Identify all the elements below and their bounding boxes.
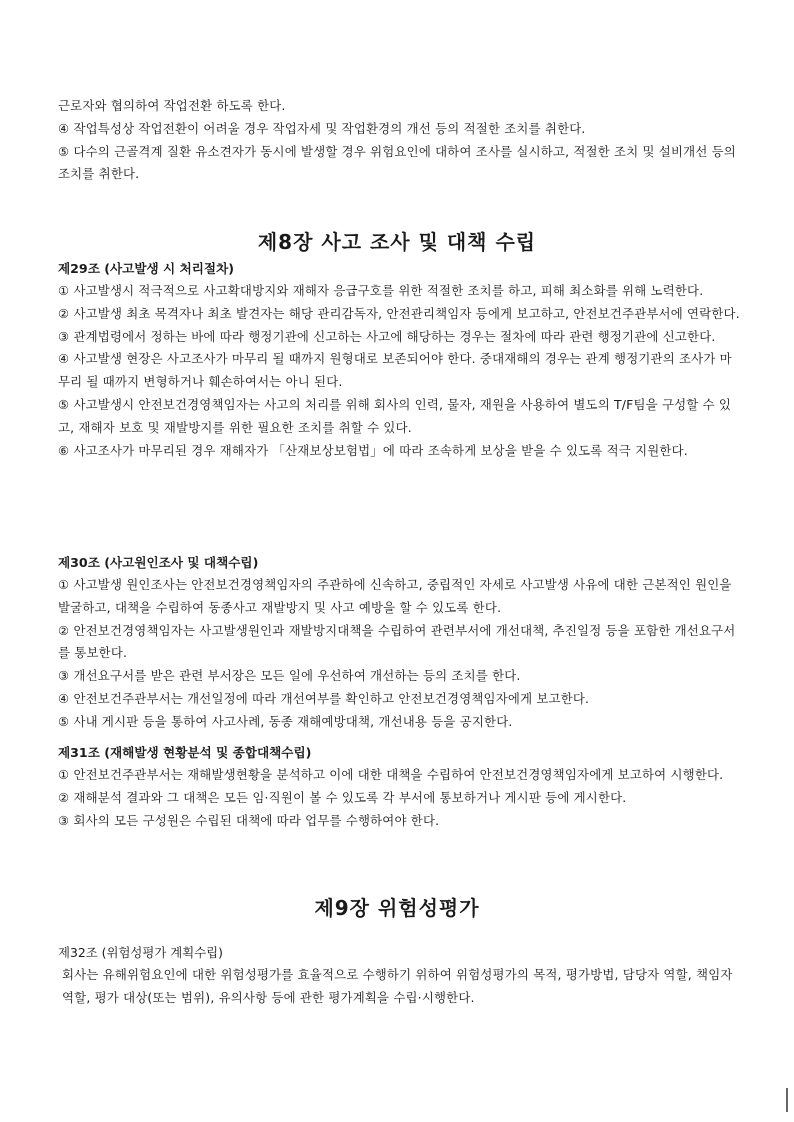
article-31-item-2: ② 재해분석 결과와 그 대책은 모든 임·직원이 볼 수 있도록 각 부서에 통보하거나 게시판 등에 게시한다.: [58, 789, 627, 805]
article-30-item-4: ④ 안전보건주관부서는 개선일정에 따라 개선여부를 확인하고 안전보건경영책임자에게 보고한다.: [58, 690, 590, 706]
intro-paragraph-2: ④ 작업특성상 작업전환이 어려울 경우 작업자세 및 작업환경의 개선 등의 적절한 조치를 취한다.: [58, 120, 586, 136]
article-29: [58, 258, 742, 462]
article-29-item-4: ④ 사고발생 현장은 사고조사가 마무리 될 때까지 원형대로 보존되어야 한다. 중대재해의 경우는 관계 행정기관의 조사가 마무리 될 때까지 변형하거나 훼손하여서는 아니 된다.: [58, 351, 732, 390]
article-32: [58, 942, 742, 1010]
intro-section: [58, 95, 742, 186]
article-30-item-1: ① 사고발생 원인조사는 안전보건경영책임자의 주관하에 신속하고, 중립적인 자세로 사고발생 사유에 대한 근본적인 원인을 발굴하고, 대책을 수립하여 동종사고 재발방지 및 사고 예방을 할 수 있도록 한다.: [58, 577, 732, 615]
article-29-heading: 제29조 (사고발생 시 처리절차): [58, 261, 235, 276]
article-31-item-1: ① 안전보건주관부서는 재해발생현황을 분석하고 이에 대한 대책을 수립하여 안전보건경영책임자에게 보고하여 시행한다.: [58, 767, 724, 782]
article-30-heading: 제30조 (사고원인조사 및 대책수립): [58, 555, 259, 570]
article-30-item-3: ③ 개선요구서를 받은 관련 부서장은 모든 일에 우선하여 개선하는 등의 조치를 한다.: [58, 668, 521, 684]
intro-paragraph-1: 근로자와 협의하여 작업전환 하도록 한다.: [58, 98, 286, 113]
article-31-heading: 제31조 (재해발생 현황분석 및 종합대책수립): [58, 745, 312, 760]
article-31-item-3: ③ 회사의 모든 구성원은 수립된 대책에 따라 업무를 수행하여야 한다.: [58, 812, 440, 828]
article-29-item-5: ⑤ 사고발생시 안전보건경영책임자는 사고의 처리를 위해 회사의 인력, 물자, 재원을 사용하여 별도의 T/F팀을 구성할 수 있고, 재해자 보호 및 재발방지를 위한 필요한 조치를 취할 수 있다.: [58, 396, 732, 435]
article-30-item-2: ② 안전보건경영책임자는 사고발생원인과 재발방지대책을 수립하여 관련부서에 개선대책, 추진일정 등을 포함한 개선요구서를 통보한다.: [58, 622, 736, 661]
article-30-item-5: ⑤ 사내 게시판 등을 통하여 사고사례, 동종 재해예방대책, 개선내용 등을 공지한다.: [58, 713, 513, 729]
article-31: [58, 742, 742, 832]
article-30: [58, 552, 742, 734]
article-32-heading: 제32조 (위험성평가 계획수립): [58, 945, 223, 960]
article-29-item-3: ③ 관계법령에서 정하는 바에 따라 행정기관에 신고하는 사고에 해당하는 경우는 절차에 따라 관련 행정기관에 신고한다.: [58, 328, 716, 344]
intro-paragraph-3: ⑤ 다수의 근골격계 질환 유소견자가 동시에 발생할 경우 위험요인에 대하여 조사를 실시하고, 적절한 조치 및 설비개선 등의 조치를 취한다.: [58, 143, 736, 182]
chapter-9-title: 제9장 위험성평가: [314, 896, 480, 920]
chapter-8-title: 제8장 사고 조사 및 대책 수립: [257, 230, 537, 254]
article-29-item-1: ① 사고발생시 적극적으로 사고확대방지와 재해자 응급구호를 위한 적절한 조치를 하고, 피해 최소화를 위해 노력한다.: [58, 283, 704, 298]
article-29-item-6: ⑥ 사고조사가 마무리된 경우 재해자가 「산재보상보험법」에 따라 조속하게 보상을 받을 수 있도록 적극 지원한다.: [58, 442, 688, 458]
page-edge-mark: [786, 1088, 788, 1112]
article-32-body: 회사는 유해위험요인에 대한 위험성평가를 효율적으로 수행하기 위하여 위험성평가의 목적, 평가방법, 담당자 역할, 책임자 역할, 평가 대상(또는 범위), 유의사항 등에 관한 평가계획을 수립·시행한다.: [62, 967, 733, 1005]
article-29-item-2: ② 사고발생 최초 목격자나 최초 발견자는 해당 관리감독자, 안전관리책임자 등에게 보고하고, 안전보건주관부서에 연락한다.: [58, 305, 740, 321]
